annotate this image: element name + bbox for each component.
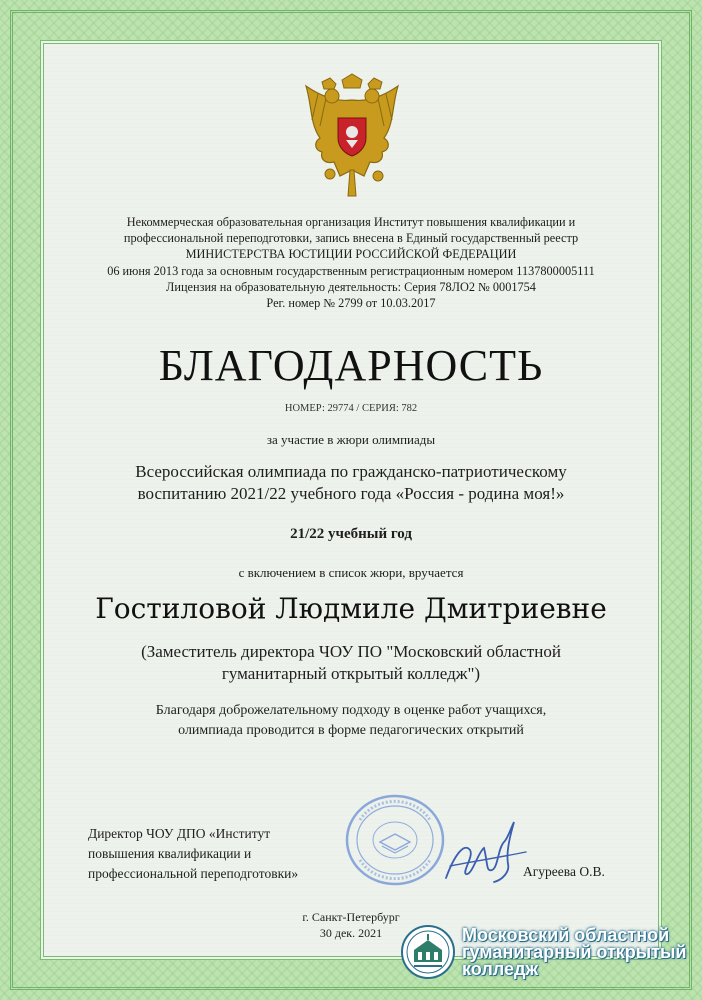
org-line: Рег. номер № 2799 от 10.03.2017 xyxy=(266,296,436,311)
issue-date: 30 дек. 2021 xyxy=(319,926,383,940)
organization-details xyxy=(0,214,702,311)
org-line: Лицензия на образовательную деятельность: Серия 78ЛО2 № 0001754 xyxy=(166,279,536,294)
thanks-line-1: Благодаря доброжелательному подходу в оценке работ учащихся, xyxy=(155,703,547,718)
director-title xyxy=(88,824,298,884)
college-line-1: Московский областной xyxy=(462,925,670,945)
recipient-position xyxy=(0,641,702,685)
double-headed-eagle-icon xyxy=(292,72,412,200)
director-signature xyxy=(440,812,530,892)
org-line: профессиональной переподготовки, запись внесена в Единый государственный реестр xyxy=(123,231,579,246)
director-line-3: профессиональной переподготовки» xyxy=(88,866,299,881)
director-line-2: повышения квалификации и xyxy=(88,846,252,861)
college-line-2: гуманитарный открытый xyxy=(462,942,687,962)
college-building-icon xyxy=(400,924,456,980)
olympiad-line-1: Всероссийская олимпиада по гражданско-патриотическому xyxy=(135,462,567,481)
issue-city: г. Санкт-Петербург xyxy=(302,910,400,924)
olympiad-name xyxy=(0,461,702,505)
certificate-number: НОМЕР: 29774 / СЕРИЯ: 782 xyxy=(284,403,418,414)
included-text: с включением в список жюри, вручается xyxy=(238,565,464,580)
recipient-name: Гостиловой Людмиле Дмитриевне xyxy=(95,592,607,625)
org-line: 06 июня 2013 года за основным государственным регистрационным номером 1137800005111 xyxy=(107,263,595,278)
olympiad-line-2: воспитанию 2021/22 учебного года «Россия - родина моя!» xyxy=(137,484,565,503)
round-seal-stamp xyxy=(340,790,450,890)
position-line-2: гуманитарный открытый колледж") xyxy=(221,664,481,683)
director-name: Агуреева О.В. xyxy=(523,864,605,879)
college-name xyxy=(462,927,686,978)
participation-text: за участие в жюри олимпиады xyxy=(266,432,436,447)
org-line: МИНИСТЕРСТВА ЮСТИЦИИ РОССИЙСКОЙ ФЕДЕРАЦИИ xyxy=(185,247,517,262)
thanks-line-2: олимпиада проводится в форме педагогических открытий xyxy=(178,723,524,738)
position-line-1: (Заместитель директора ЧОУ ПО "Московский областной xyxy=(141,642,561,661)
college-line-3: колледж xyxy=(462,959,539,979)
thanks-text xyxy=(0,701,702,741)
certificate-title: БЛАГОДАРНОСТЬ xyxy=(158,341,544,390)
academic-year: 21/22 учебный год xyxy=(290,526,412,542)
org-line: Некоммерческая образовательная организация Институт повышения квалификации и xyxy=(126,215,576,229)
director-line-1: Директор ЧОУ ДПО «Институт xyxy=(88,826,271,841)
